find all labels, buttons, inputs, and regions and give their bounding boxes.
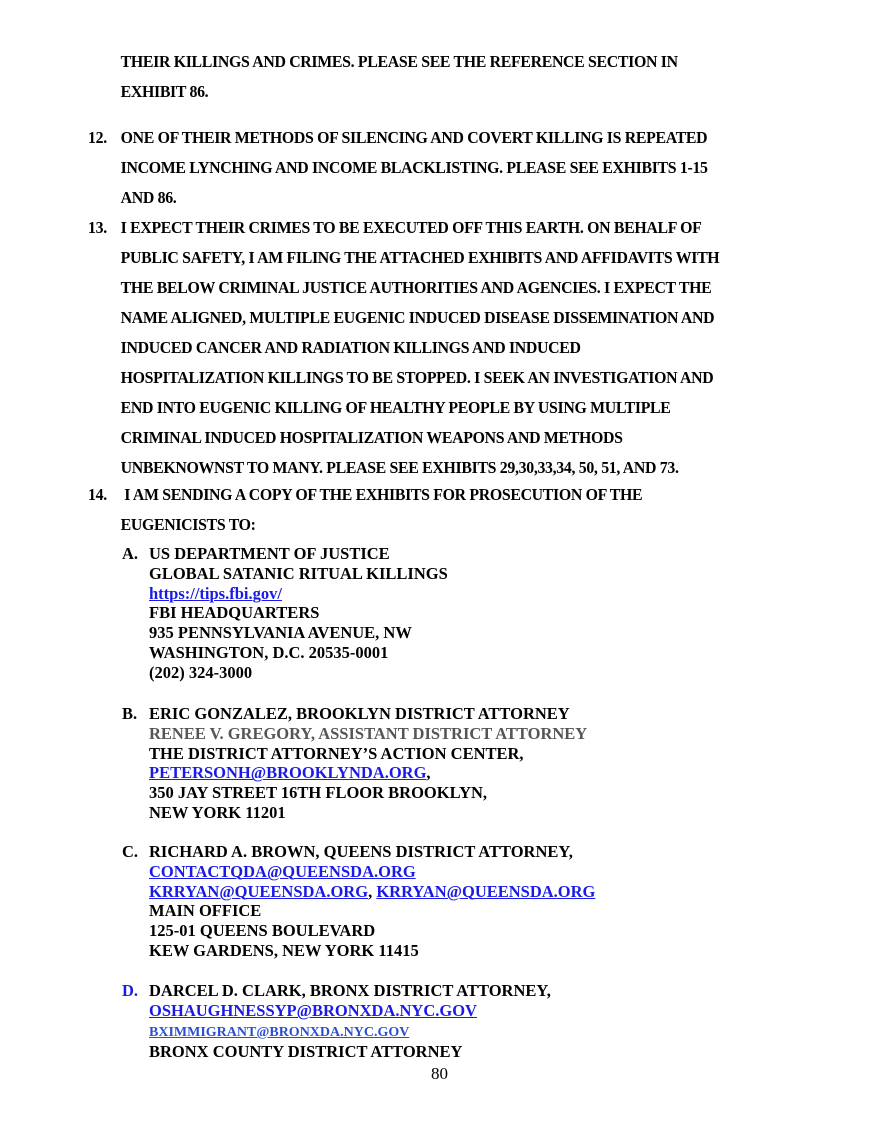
- address-city: WASHINGTON, D.C. 20535-0001: [149, 642, 389, 662]
- address-email-row: [122, 882, 595, 902]
- text-line: EXHIBIT 86.: [120, 82, 209, 101]
- address-street: 125-01 QUEENS BOULEVARD: [149, 921, 376, 941]
- paragraph-11-continuation: [88, 47, 828, 107]
- paragraph-13: [88, 213, 828, 483]
- list-letter: C.: [122, 842, 139, 861]
- text-line: [88, 213, 778, 243]
- list-letter: A.: [122, 544, 139, 563]
- text-line: INDUCED CANCER AND RADIATION KILLINGS AND INDUCED: [120, 338, 581, 357]
- address-block-bronx-da: [122, 981, 551, 1062]
- email-link[interactable]: BXIMMIGRANT@BRONXDA.NYC.GOV: [149, 1024, 410, 1040]
- text-line: END INTO EUGENIC KILLING OF HEALTHY PEOPLE BY USING MULTIPLE: [120, 398, 671, 417]
- text-line: UNBEKNOWNST TO MANY. PLEASE SEE EXHIBITS 29,30,33,34, 50, 51, AND 73.: [120, 458, 679, 477]
- text-line-content: I AM SENDING A COPY OF THE EXHIBITS FOR PROSECUTION OF THE: [120, 485, 643, 504]
- text-line-content: ONE OF THEIR METHODS OF SILENCING AND COVERT KILLING IS REPEATED: [120, 128, 708, 147]
- text-line: INCOME LYNCHING AND INCOME BLACKLISTING. PLEASE SEE EXHIBITS 1-15: [120, 158, 708, 177]
- address-email-row: [122, 1021, 551, 1043]
- email-link[interactable]: KRRYAN@QUEENSDA.ORG: [376, 881, 596, 901]
- list-number: 12.: [88, 128, 107, 147]
- text-line: CRIMINAL INDUCED HOSPITALIZATION WEAPONS AND METHODS: [120, 428, 623, 447]
- email-link[interactable]: OSHAUGHNESSYP@BRONXDA.NYC.GOV: [149, 1000, 477, 1020]
- email-link[interactable]: KRRYAN@QUEENSDA.ORG: [149, 881, 369, 901]
- paragraph-12: [88, 123, 828, 213]
- email-link[interactable]: PETERSONH@BROOKLYNDA.ORG: [149, 763, 427, 783]
- address-office: BRONX COUNTY DISTRICT ATTORNEY: [149, 1042, 463, 1062]
- attorney-name: ERIC GONZALEZ, BROOKLYN DISTRICT ATTORNEY: [149, 704, 570, 723]
- assistant-attorney-name: RENEE V. GREGORY, ASSISTANT DISTRICT ATTORNEY: [149, 723, 588, 743]
- address-name-row: [122, 981, 551, 1001]
- address-phone: (202) 324-3000: [149, 662, 253, 682]
- address-email-row: [122, 862, 595, 882]
- text-line: PUBLIC SAFETY, I AM FILING THE ATTACHED EXHIBITS AND AFFIDAVITS WITH: [120, 248, 720, 267]
- address-email-row: [122, 763, 587, 783]
- address-subtitle: GLOBAL SATANIC RITUAL KILLINGS: [149, 563, 448, 583]
- page-number: 80: [431, 1064, 448, 1083]
- paragraph-14: [88, 480, 828, 540]
- list-letter: B.: [122, 704, 138, 723]
- fbi-tips-link[interactable]: https://tips.fbi.gov/: [149, 583, 282, 603]
- address-block-brooklyn-da: [122, 704, 587, 823]
- text-line: AND 86.: [120, 188, 177, 207]
- address-name-row: [122, 842, 595, 862]
- address-block-doj: [122, 544, 448, 683]
- address-office: MAIN OFFICE: [149, 901, 262, 921]
- email-suffix: ,: [426, 763, 431, 783]
- text-line: NAME ALIGNED, MULTIPLE EUGENIC INDUCED DISEASE DISSEMINATION AND: [120, 308, 715, 327]
- address-street: 350 JAY STREET 16TH FLOOR BROOKLYN,: [149, 783, 488, 803]
- text-line: THE BELOW CRIMINAL JUSTICE AUTHORITIES AND AGENCIES. I EXPECT THE: [120, 278, 712, 297]
- address-name-row: [122, 544, 448, 564]
- list-number: 14.: [88, 485, 107, 504]
- address-street: 935 PENNSYLVANIA AVENUE, NW: [149, 623, 412, 643]
- list-letter: D.: [122, 981, 139, 1000]
- attorney-name: RICHARD A. BROWN, QUEENS DISTRICT ATTORNEY,: [149, 842, 573, 861]
- address-city: NEW YORK 11201: [149, 802, 286, 822]
- address-link-row: [122, 584, 448, 604]
- address-office: THE DISTRICT ATTORNEY’S ACTION CENTER,: [149, 743, 524, 763]
- text-line: HOSPITALIZATION KILLINGS TO BE STOPPED. I SEEK AN INVESTIGATION AND: [120, 368, 714, 387]
- address-email-row: [122, 1001, 551, 1021]
- email-separator: ,: [368, 881, 377, 901]
- agency-name: US DEPARTMENT OF JUSTICE: [149, 544, 390, 563]
- email-link[interactable]: CONTACTQDA@QUEENSDA.ORG: [149, 861, 416, 881]
- text-line: THEIR KILLINGS AND CRIMES. PLEASE SEE THE REFERENCE SECTION IN: [120, 52, 678, 71]
- address-block-queens-da: [122, 842, 595, 961]
- text-line: [88, 480, 778, 510]
- list-number: 13.: [88, 218, 107, 237]
- address-city: KEW GARDENS, NEW YORK 11415: [149, 940, 419, 960]
- address-name-row: [122, 704, 587, 724]
- address-office: FBI HEADQUARTERS: [149, 603, 320, 623]
- text-line-content: I EXPECT THEIR CRIMES TO BE EXECUTED OFF THIS EARTH. ON BEHALF OF: [120, 218, 702, 237]
- attorney-name: DARCEL D. CLARK, BRONX DISTRICT ATTORNEY,: [149, 981, 551, 1000]
- text-line: EUGENICISTS TO:: [120, 515, 256, 534]
- text-line: [88, 123, 778, 153]
